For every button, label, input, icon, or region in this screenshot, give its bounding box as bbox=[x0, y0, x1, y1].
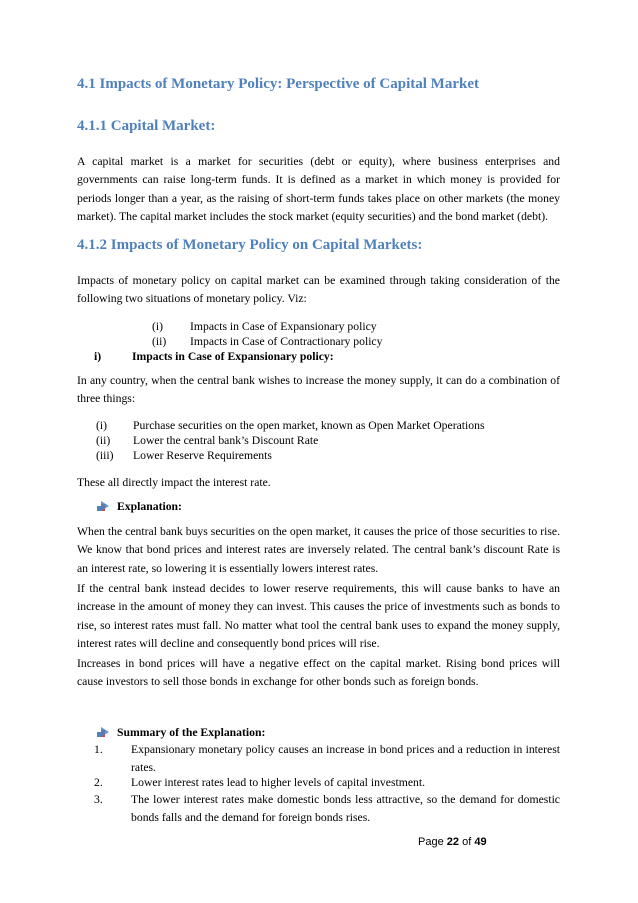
arrow-bullet-icon bbox=[97, 727, 109, 738]
situation-text: Impacts in Case of Expansionary policy bbox=[190, 320, 377, 333]
central-bank-paragraph: In any country, when the central bank wishes to increase the money supply, it can do a combination of three things: bbox=[77, 374, 560, 406]
total-pages: 49 bbox=[474, 836, 487, 848]
subheading-text: Impacts in Case of Expansionary policy: bbox=[132, 350, 334, 363]
summary-item bbox=[77, 774, 560, 792]
tool-item bbox=[96, 447, 272, 464]
arrow-bullet-icon bbox=[97, 501, 109, 512]
summary-item-text: Lower interest rates lead to higher levels of capital investment. bbox=[131, 776, 426, 789]
impacts-intro-paragraph: Impacts of monetary policy on capital market can be examined through taking consideration of the following two situations of monetary policy. Viz: bbox=[77, 274, 560, 306]
explanation-paragraph: Increases in bond prices will have a negative effect on the capital market. Rising bond prices will cause investors to sell those bonds in exchange for other bonds such as foreign bonds. bbox=[77, 657, 560, 689]
situation-text: Impacts in Case of Contractionary policy bbox=[190, 335, 383, 348]
summary-item bbox=[77, 741, 560, 776]
of-label: of bbox=[462, 836, 472, 848]
page-footer bbox=[418, 836, 487, 848]
tool-number: (i) bbox=[96, 419, 108, 432]
tool-text: Lower Reserve Requirements bbox=[133, 449, 272, 462]
section-heading-capital-market: 4.1.1 Capital Market: bbox=[77, 118, 216, 134]
subheading-number: i) bbox=[94, 350, 102, 363]
situation-number: (i) bbox=[152, 320, 164, 333]
subheading-expansionary bbox=[94, 348, 334, 365]
summary-item-text: The lower interest rates make domestic bonds less attractive, so the demand for domestic bonds falls and the demand for foreign bonds rises. bbox=[131, 793, 560, 824]
summary-item bbox=[77, 791, 560, 826]
explanation-paragraph: If the central bank instead decides to lower reserve requirements, this will cause banks to have an increase in the amount of money they can invest. This causes the price of investments such as bonds to rise, so interest rates must fall. No matter what tool the central bank uses to expand the money supply, interest rates will decline and consequently bond prices will rise. bbox=[77, 582, 560, 651]
tool-number: (iii) bbox=[96, 449, 114, 462]
tool-number: (ii) bbox=[96, 434, 111, 447]
situation-number: (ii) bbox=[152, 335, 167, 348]
section-heading-impacts: 4.1.2 Impacts of Monetary Policy on Capital Markets: bbox=[77, 237, 423, 253]
page-title: 4.1 Impacts of Monetary Policy: Perspective of Capital Market bbox=[77, 76, 479, 92]
summary-item-number: 1. bbox=[94, 743, 103, 756]
summary-label: Summary of the Explanation: bbox=[117, 726, 266, 739]
document-page bbox=[77, 0, 560, 903]
page-label: Page bbox=[418, 836, 444, 848]
impact-line: These all directly impact the interest rate. bbox=[77, 476, 271, 489]
tool-text: Purchase securities on the open market, known as Open Market Operations bbox=[133, 419, 485, 432]
page-number: 22 bbox=[446, 836, 460, 848]
summary-item-text: Expansionary monetary policy causes an increase in bond prices and a reduction in interest rates. bbox=[131, 743, 560, 774]
tool-text: Lower the central bank’s Discount Rate bbox=[133, 434, 319, 447]
explanation-paragraph: When the central bank buys securities on the open market, it causes the price of those securities to rise. We know that bond prices and interest rates are inversely related. The central bank’s discount Rate is an interest rate, so lowering it is essentially lowers interest rates. bbox=[77, 525, 560, 575]
summary-item-number: 2. bbox=[94, 776, 103, 789]
capital-market-paragraph: A capital market is a market for securities (debt or equity), where business enterprises and governments can raise long-term funds. It is defined as a market in which money is provided for periods longer than a year, as the raising of short-term funds takes place on other markets (the money market). The capital market includes the stock market (equity securities) and the bond market (debt). bbox=[77, 155, 560, 224]
explanation-label: Explanation: bbox=[117, 500, 182, 513]
summary-item-number: 3. bbox=[94, 793, 103, 806]
